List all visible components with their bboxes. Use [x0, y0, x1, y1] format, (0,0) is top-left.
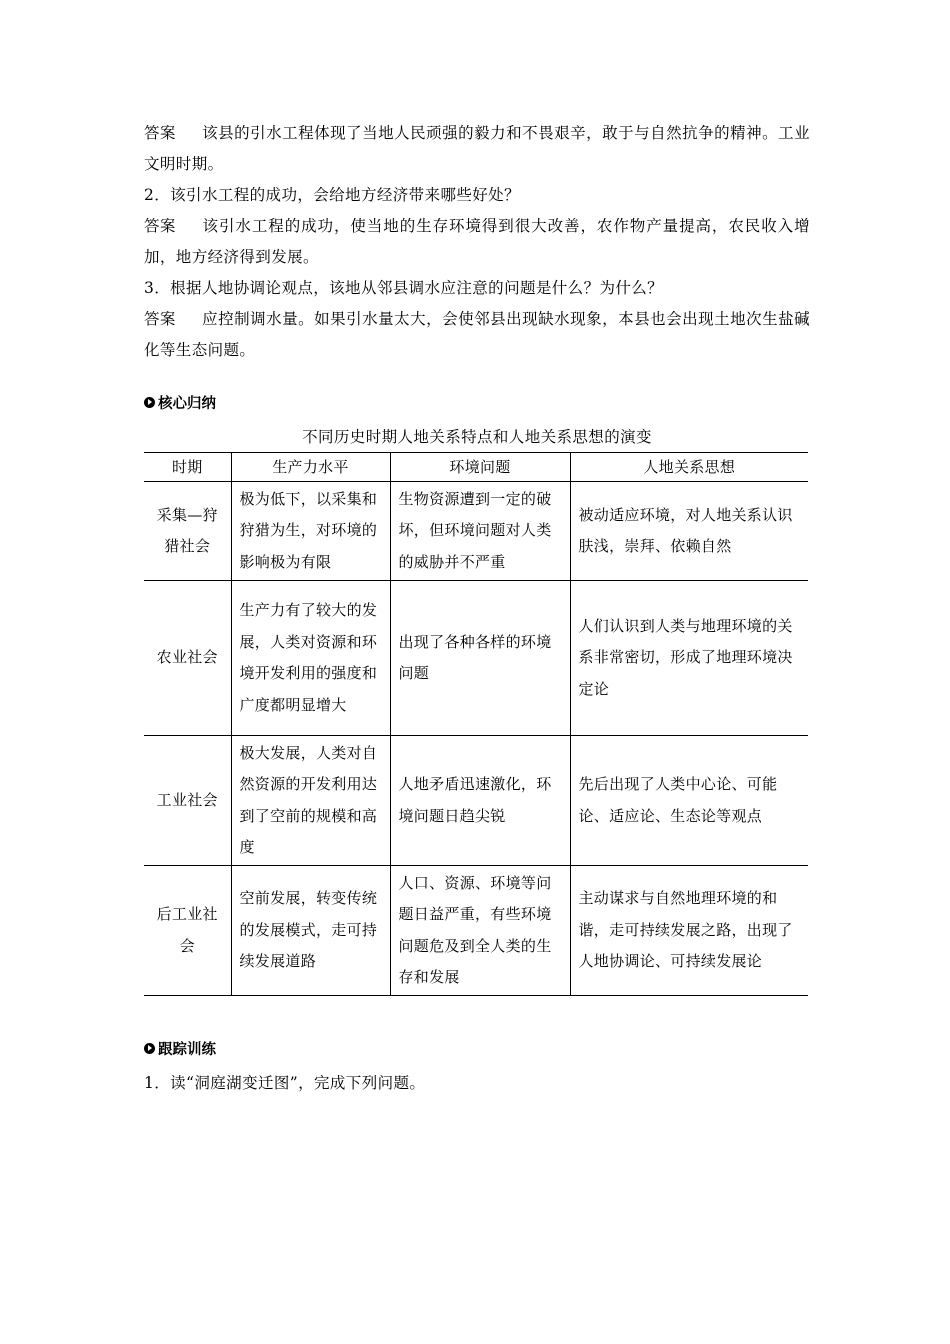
document-content	[144, 118, 810, 1099]
answer-text: 该引水工程的成功，使当地的生存环境得到很大改善，农作物产量提高，农民收入增加，地方经济得到发展。	[144, 217, 810, 266]
play-circle-icon	[144, 1043, 155, 1054]
problem-cell: 出现了各种各样的环境问题	[390, 581, 570, 736]
answer-text: 该县的引水工程体现了当地人民顽强的毅力和不畏艰辛，敢于与自然抗争的精神。工业文明时期。	[144, 124, 810, 173]
problem-cell: 生物资源遭到一定的破坏，但环境问题对人类的威胁并不严重	[390, 482, 570, 581]
productivity-cell: 极大发展，人类对自然资源的开发利用达到了空前的规模和高度	[231, 736, 390, 866]
period-cell: 工业社会	[144, 736, 231, 866]
table-row	[144, 736, 808, 866]
answer-label: 答案	[144, 310, 176, 328]
productivity-cell: 空前发展，转变传统的发展模式，走可持续发展道路	[231, 866, 390, 996]
table-row	[144, 866, 808, 996]
evolution-table	[144, 452, 808, 996]
period-cell: 后工业社会	[144, 866, 231, 996]
table-row	[144, 581, 808, 736]
answer-text: 应控制调水量。如果引水量太大，会使邻县出现缺水现象，本县也会出现土地次生盐碱化等生态问题。	[144, 310, 810, 359]
answer-2	[144, 211, 810, 273]
play-circle-icon	[144, 397, 155, 408]
table-row	[144, 482, 808, 581]
productivity-cell: 生产力有了较大的发展，人类对资源和环境开发利用的强度和广度都明显增大	[231, 581, 390, 736]
column-header: 时期	[144, 453, 231, 482]
column-header: 环境问题	[390, 453, 570, 482]
core-summary-heading	[144, 390, 810, 414]
problem-cell: 人口、资源、环境等问题日益严重，有些环境问题危及到全人类的生存和发展	[390, 866, 570, 996]
follow-up-training-heading	[144, 1036, 810, 1060]
answer-label: 答案	[144, 124, 176, 142]
column-header: 生产力水平	[231, 453, 390, 482]
problem-cell: 人地矛盾迅速激化，环境问题日趋尖锐	[390, 736, 570, 866]
section-title: 核心归纳	[158, 395, 216, 412]
productivity-cell: 极为低下，以采集和狩猎为生，对环境的影响极为有限	[231, 482, 390, 581]
period-cell: 采集—狩猎社会	[144, 482, 231, 581]
section-title: 跟踪训练	[158, 1041, 216, 1058]
table-caption: 不同历史时期人地关系特点和人地关系思想的演变	[302, 428, 652, 446]
column-header: 人地关系思想	[570, 453, 808, 482]
question-3: 3．根据人地协调论观点，该地从邻县调水应注意的问题是什么？为什么？	[144, 279, 664, 297]
exercise-question-1: 1．读“洞庭湖变迁图”，完成下列问题。	[144, 1074, 426, 1092]
answer-label: 答案	[144, 217, 176, 235]
thought-cell: 人们认识到人类与地理环境的关系非常密切，形成了地理环境决定论	[570, 581, 808, 736]
period-cell: 农业社会	[144, 581, 231, 736]
table-header-row	[144, 453, 808, 482]
thought-cell: 主动谋求与自然地理环境的和谐，走可持续发展之路，出现了人地协调论、可持续发展论	[570, 866, 808, 996]
thought-cell: 先后出现了人类中心论、可能论、适应论、生态论等观点	[570, 736, 808, 866]
answer-3	[144, 304, 810, 366]
answer-1	[144, 118, 810, 180]
question-2: 2．该引水工程的成功，会给地方经济带来哪些好处？	[144, 186, 520, 204]
thought-cell: 被动适应环境，对人地关系认识肤浅，崇拜、依赖自然	[570, 482, 808, 581]
